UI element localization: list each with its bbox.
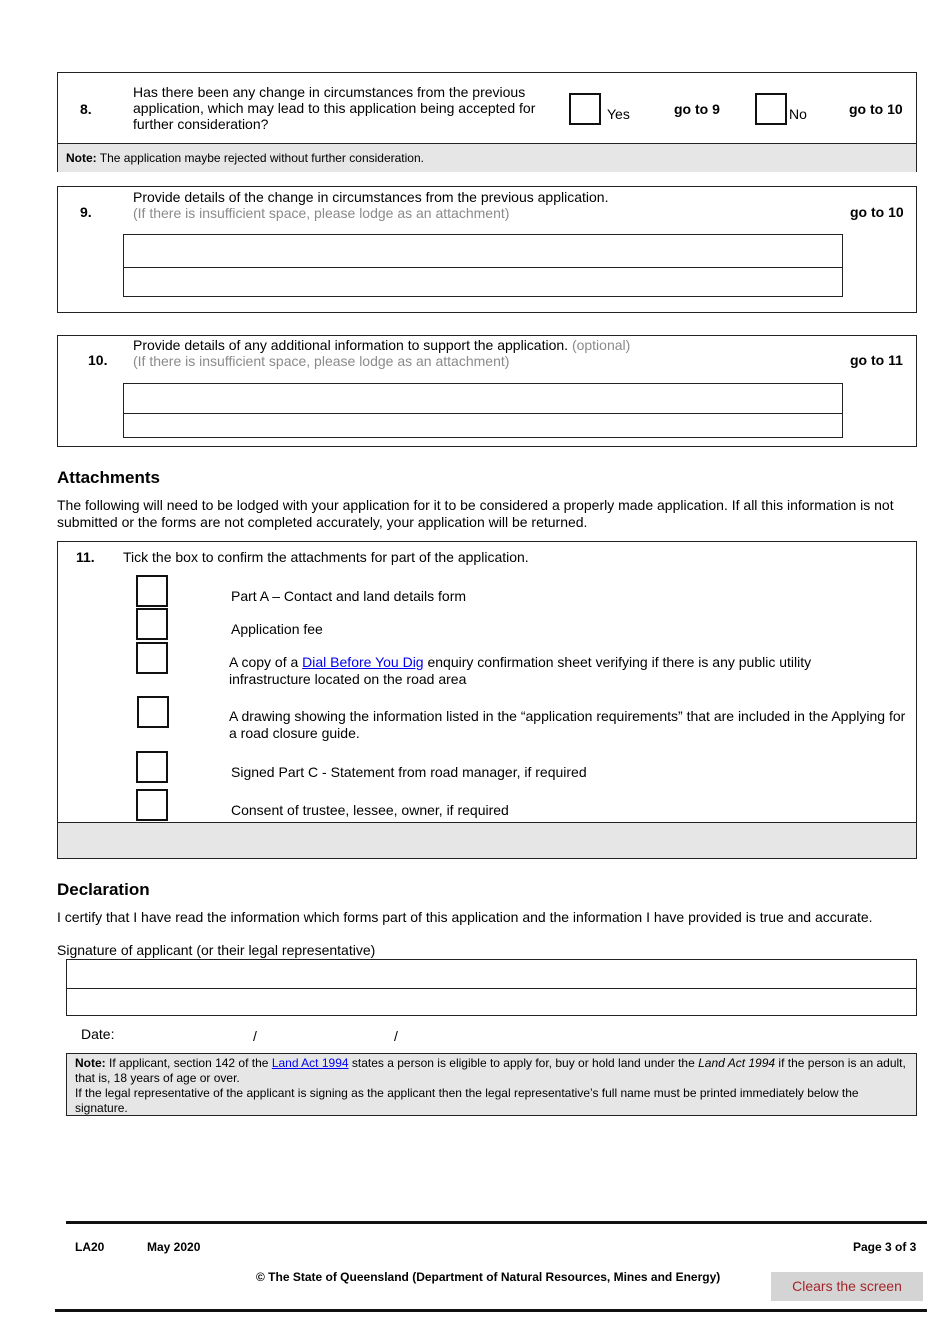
form-date: May 2020: [147, 1240, 201, 1254]
drawing-checkbox[interactable]: [137, 696, 169, 728]
signature-label: Signature of applicant (or their legal representative): [57, 942, 376, 958]
consent-checkbox[interactable]: [136, 789, 168, 821]
attachments-heading: Attachments: [57, 468, 160, 487]
no-checkbox[interactable]: [755, 93, 787, 125]
no-label: No: [789, 106, 807, 122]
question-10-optional: (optional): [571, 337, 631, 353]
date-day-input[interactable]: [125, 1022, 245, 1044]
yes-checkbox[interactable]: [569, 93, 601, 125]
part-c-label: Signed Part C - Statement from road manager, if required: [231, 764, 587, 780]
part-a-checkbox[interactable]: [136, 575, 168, 607]
question-11-box: [57, 541, 917, 859]
signature-input[interactable]: [66, 959, 917, 1016]
question-11-instruction: Tick the box to confirm the attachments for part of the application.: [123, 549, 529, 565]
land-act-link[interactable]: Land Act 1994: [271, 1056, 349, 1070]
part-a-label: Part A – Contact and land details form: [231, 588, 467, 604]
date-separator-2: /: [394, 1028, 398, 1044]
clear-screen-button[interactable]: Clears the screen: [771, 1272, 923, 1301]
input-divider: [124, 413, 842, 414]
declaration-note-italic: Land Act 1994: [698, 1056, 776, 1070]
declaration-note-post: if the person is an adult, that is, 18 years of age or over.: [75, 1056, 906, 1085]
signature-divider: [67, 988, 916, 989]
date-label: Date:: [81, 1026, 115, 1042]
declaration-note-line2: If the legal representative of the applicant is signing as the applicant then the legal representative’s full name must be printed immediately below the signature.: [75, 1086, 859, 1115]
question-9-details-input[interactable]: [123, 234, 843, 297]
question-9-hint: (If there is insufficient space, please lodge as an attachment): [133, 205, 510, 221]
footer-bottom-rule: [55, 1309, 927, 1312]
part-c-checkbox[interactable]: [136, 751, 168, 783]
declaration-heading: Declaration: [57, 880, 150, 899]
question-11-number: 11.: [76, 549, 95, 565]
no-goto: go to 10: [849, 101, 903, 117]
input-divider: [124, 267, 842, 268]
date-month-input[interactable]: [265, 1022, 385, 1044]
date-year-input[interactable]: [405, 1022, 525, 1044]
question-10-details-input[interactable]: [123, 383, 843, 438]
dbyd-pre: A copy of a: [229, 654, 299, 670]
declaration-note-mid: states a person is eligible to apply for, buy or hold land under the: [351, 1056, 695, 1070]
question-8-text: Has there been any change in circumstances from the previous application, which may lead to this application being accepted for further consideration?: [133, 84, 536, 132]
question-10-box: [57, 335, 917, 447]
form-code: LA20: [75, 1240, 105, 1254]
footer-top-rule: [66, 1221, 927, 1224]
dial-before-you-dig-checkbox[interactable]: [136, 642, 168, 674]
note-label: Note:: [66, 151, 97, 165]
question-11-footer-bar: [58, 822, 916, 858]
question-10-goto: go to 11: [850, 352, 903, 368]
question-9-text: Provide details of the change in circumstances from the previous application.: [133, 189, 609, 205]
page-number: Page 3 of 3: [853, 1240, 917, 1254]
dial-before-you-dig-label: [229, 654, 869, 688]
question-9-goto: go to 10: [850, 204, 904, 220]
dbyd-post: enquiry confirmation sheet verifying if there is any public utility infrastructure located on the road area: [229, 654, 812, 687]
declaration-statement: I certify that I have read the information which forms part of this application and the information I have provided is true and accurate.: [57, 909, 873, 925]
drawing-label: A drawing showing the information listed in the “application requirements” that are included in the Applying for a road closure guide.: [229, 708, 906, 741]
declaration-note-pre: If applicant, section 142 of the: [109, 1056, 269, 1070]
question-8-note: [58, 143, 916, 172]
yes-goto: go to 9: [674, 101, 720, 117]
question-10-number: 10.: [88, 352, 108, 368]
declaration-note: [66, 1053, 917, 1116]
yes-label: Yes: [607, 106, 630, 122]
consent-label: Consent of trustee, lessee, owner, if required: [231, 802, 509, 818]
question-9-box: [57, 186, 917, 313]
application-fee-checkbox[interactable]: [136, 608, 168, 640]
attachments-intro: The following will need to be lodged with your application for it to be considered a properly made application. If all this information is not submitted or the forms are not completed accurately, your application will be returned.: [57, 497, 894, 530]
copyright: © The State of Queensland (Department of Natural Resources, Mines and Energy): [256, 1270, 721, 1284]
question-9-number: 9.: [80, 204, 92, 220]
note-text: The application maybe rejected without further consideration.: [99, 151, 424, 165]
question-10-text: [133, 337, 630, 353]
question-10-question: Provide details of any additional information to support the application.: [133, 337, 569, 353]
application-fee-label: Application fee: [231, 621, 323, 637]
dial-before-you-dig-link[interactable]: Dial Before You Dig: [302, 654, 424, 670]
question-8-number: 8.: [80, 101, 92, 117]
declaration-note-label: Note:: [75, 1056, 106, 1070]
question-8-box: [57, 72, 917, 172]
question-10-hint: (If there is insufficient space, please lodge as an attachment): [133, 353, 510, 369]
date-separator-1: /: [253, 1028, 257, 1044]
